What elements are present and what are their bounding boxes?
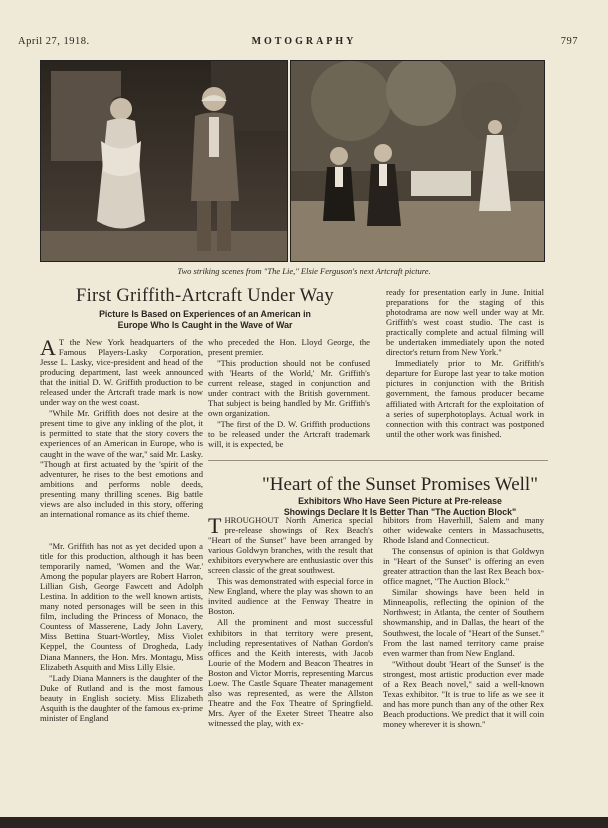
article-subtitle-griffith xyxy=(40,309,370,331)
paragraph: "Without doubt 'Heart of the Sunset' is the strongest, most artistic production ever made of a Rex Beach novel," said a well-known Texas exhibitor. "It is true to life as we see it and has more punch than any of the other Rex Beach productions. We predict that it will coin money wherever it is shown." xyxy=(383,658,544,729)
scene-right-illustration xyxy=(291,61,544,261)
article-title-sunset: "Heart of the Sunset Promises Well" xyxy=(262,474,538,495)
drop-cap: T xyxy=(208,513,222,538)
article1-column-1 xyxy=(40,337,203,520)
article-title-griffith: First Griffith-Artcraft Under Way xyxy=(76,286,334,306)
paragraph: "Mr. Griffith has not as yet decided upon a title for this production, although it has been temporarily named, 'Women and the War.' Among the popular players are Robert Harron, Lillian Gish, George Fawcett and Adolph Lestina. In addition to the well known artists, many noted personages will be seen in this film, including the Princess of Monaco, the Countess of Masserene, Lady John Lavery, Miss Bettina Stuart-Wortley, Miss Violet Keppel, the Countess of Drogheda, Lady Diana Manners, the Hon. Mrs. Montagu, Miss Elizabeth Asquith and Miss Lilly Elsie. xyxy=(40,541,203,672)
subtitle-line-1: Exhibitors Who Have Seen Picture at Pre-release xyxy=(298,496,502,506)
subtitle-line-1: Picture Is Based on Experiences of an American in xyxy=(99,309,311,319)
article2-column-2 xyxy=(383,515,544,730)
paragraph: All the prominent and most successful exhibitors in that territory were present, including representatives of Nathan Gordon's offices and the Keith interests, with Jacob Lourie of the Modern and Beacon Theatres in Boston and Victor Morris, representing Marcus Loew. The Castle Square Theater management also was represented, as were the Allston Theatre and the Fox Theatre of Springfield. Mrs. Ayer of the Exeter Street Theatre also witnessed the play, with ex- xyxy=(208,617,373,728)
paragraph: This was demonstrated with especial force in New England, where the play was shown to an invited audience at the Fenway Theatre in Boston. xyxy=(208,576,373,617)
article1-column-3 xyxy=(386,287,544,440)
photo-scene-left xyxy=(40,60,288,262)
photo-scene-right xyxy=(290,60,545,262)
section-divider xyxy=(208,460,548,461)
publication-title: MOTOGRAPHY xyxy=(251,36,357,47)
photo-caption: Two striking scenes from "The Lie," Elsie Ferguson's next Artcraft picture. xyxy=(177,266,431,276)
paragraph: Similar showings have been held in Minneapolis, reflecting the opinion of the Northwest; in Atlanta, the center of Southern showmanship, and in Dallas, the heart of the Southwest, the locale of "Heart of the Sunset." From the last named territory came praise even warmer than from New England. xyxy=(383,587,544,658)
paragraph: "Lady Diana Manners is the daughter of the Duke of Rutland and is the most famous beauty in English society. Miss Elizabeth Asquith is the daughter of the famous ex-prime minister of England xyxy=(40,672,203,723)
subtitle-line-2: Europe Who Is Caught in the Wave of War xyxy=(117,320,293,330)
issue-date: April 27, 1918. xyxy=(18,36,90,47)
subtitle-line-2: Showings Declare It Is Better Than "The Auction Block" xyxy=(283,507,517,517)
paragraph: The consensus of opinion is that Goldwyn in "Heart of the Sunset" is offering an even greater attraction than the last Rex Beach box-office magnet, "The Auction Block." xyxy=(383,546,544,587)
paragraph: "The first of the D. W. Griffith productions to be released under the Artcraft trademark will, it is expected, be xyxy=(208,419,370,450)
article2-column-1 xyxy=(208,515,373,729)
drop-cap: A xyxy=(40,335,56,360)
paragraph: "This production should not be confused with 'Hearts of the World,' Mr. Griffith's current release, staged in conjunction and under contract with the British government. That subject is being handled by Mr. Griffith's own organization. xyxy=(208,358,370,419)
paragraph: THROUGHOUT North America special pre-release showings of Rex Beach's "Heart of the Sunset" have been arranged by various Goldwyn branches, with the result that exhibitors everywhere are enthusiastic over this screen classic of the great southwest. xyxy=(208,513,373,576)
article1-column-2 xyxy=(208,337,370,451)
paragraph: who preceded the Hon. Lloyd George, the present premier. xyxy=(208,337,370,358)
page-number: 797 xyxy=(560,36,578,47)
paragraph: A T the New York headquarters of the Famous Players-Lasky Corporation, Jesse L. Lasky, vice-president and head of the producing department, last week announced that the initial D. W. Griffith production to be released under the Artcraft trade mark is now under way on the west coast. xyxy=(40,335,203,408)
paragraph: ready for presentation early in June. Initial preparations for the staging of this photodrama are now well under way at Mr. Griffith's west coast studio. The cast is practically complete and actual filming will be undertaken immediately upon the noted director's return from New York." xyxy=(386,287,544,358)
paragraph: Immediately prior to Mr. Griffith's departure for Europe last year to take motion pictures in conjunction with the British government, the famous producer became affiliated with Artcraft for the exploitation of a series of superphotoplays. Actual work in connection with this contract was postponed until the other work was finished. xyxy=(386,358,544,439)
page-edge xyxy=(0,817,608,828)
scene-left-illustration xyxy=(41,61,287,261)
article1-column-1-cont xyxy=(40,541,203,724)
paragraph: "While Mr. Griffith does not desire at the present time to give any inkling of the plot, it is permitted to state that the story covers the experiences of an American in Europe, who is caught in the wave of the war," said Mr. Lasky. "Though at first actuated by the 'spirit of the adventurer, he rises to the best emotions and ambitions and performs noble deeds, presenting many thrilling scenes. Big battle views are also included in this story, offering an international romance as its chief theme. xyxy=(40,408,203,519)
paragraph: hibitors from Haverhill, Salem and many other widewake centers in Massachusetts, Rhode Island and Connecticut. xyxy=(383,515,544,546)
